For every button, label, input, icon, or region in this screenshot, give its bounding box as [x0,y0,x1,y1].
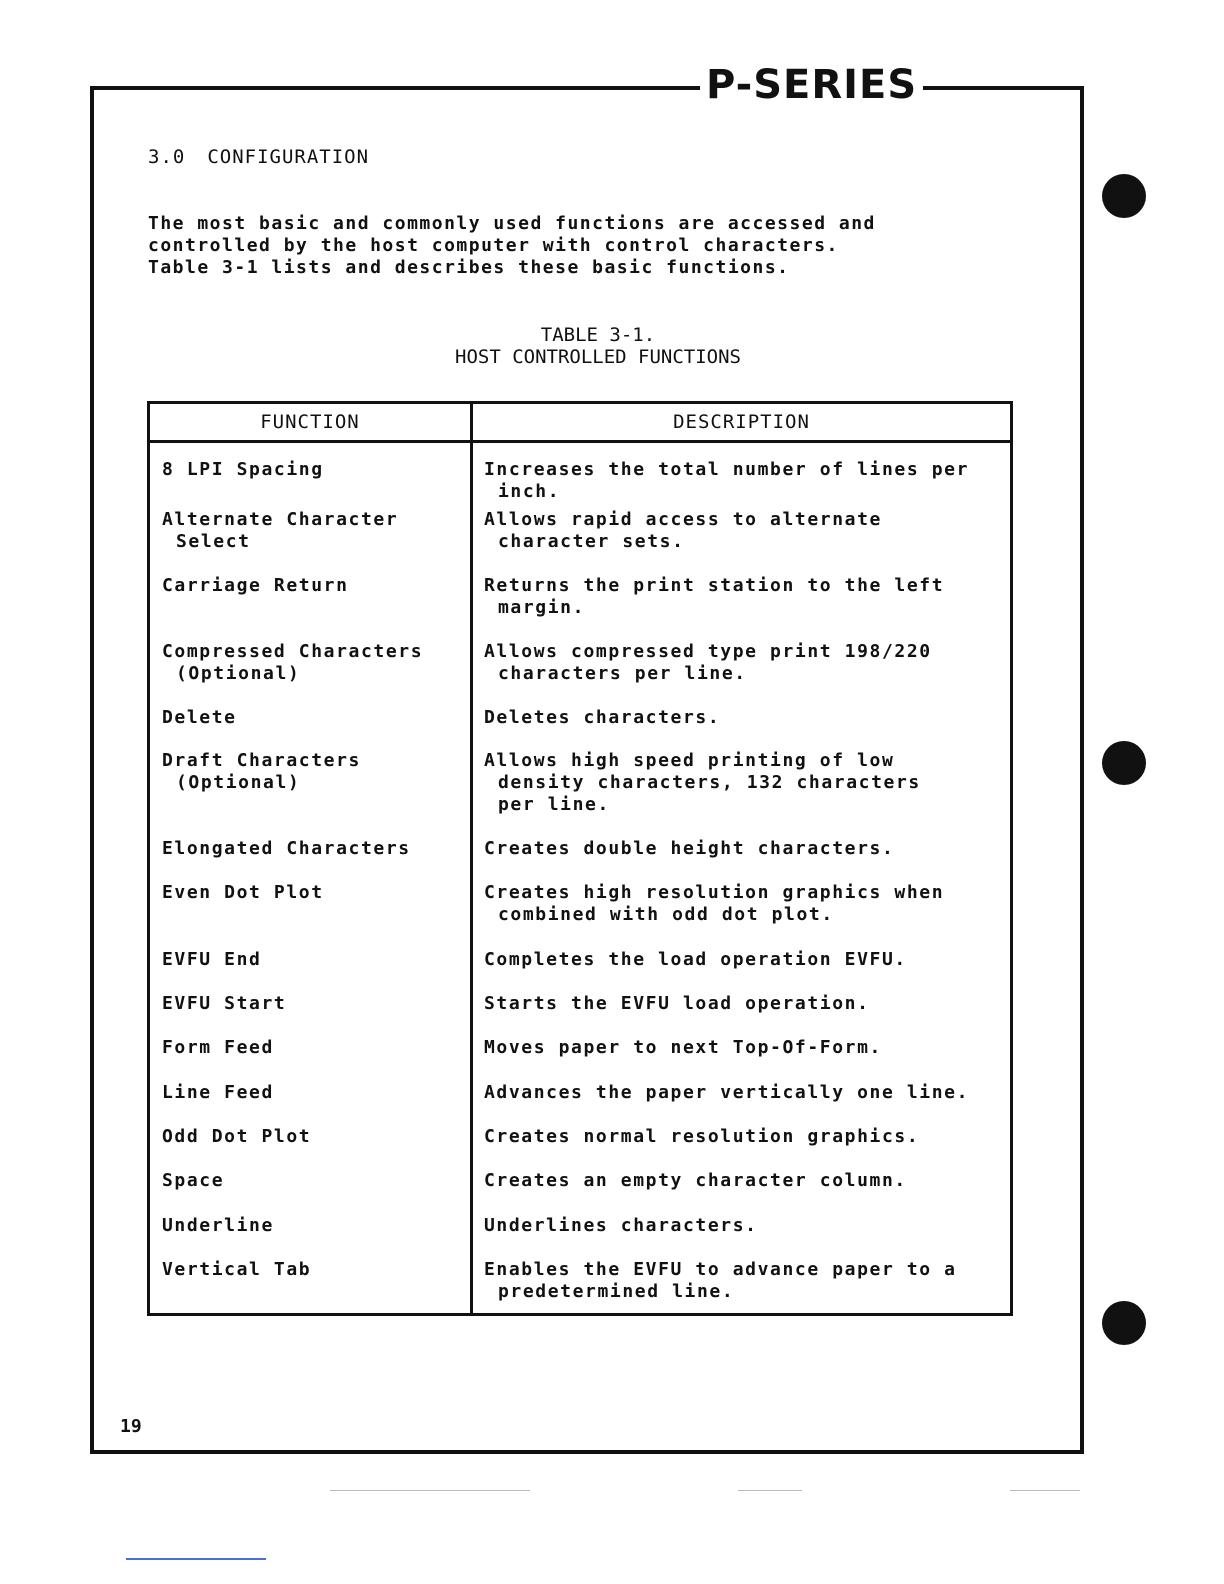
description-cell [472,882,1012,949]
function-cell [149,1170,472,1215]
scan-artifact [1010,1490,1080,1491]
description-text: Moves paper to next Top-Of-Form. [484,1036,882,1058]
table-row [149,575,1012,641]
binder-hole [1102,1301,1146,1345]
function-cell [149,1215,472,1259]
function-text: Select [176,530,251,552]
description-text: Allows compressed type print 198/220 [484,640,932,662]
description-text: characters per line. [498,662,747,684]
description-text: predetermined line. [498,1280,735,1302]
function-cell [149,707,472,750]
description-cell [472,575,1012,641]
description-cell [472,1126,1012,1170]
function-text: Odd Dot Plot [162,1125,312,1147]
function-cell [149,1082,472,1126]
function-text: Elongated Characters [162,837,411,859]
function-text: Compressed Characters [162,640,424,662]
description-text: Underlines characters. [484,1214,758,1236]
function-text: 8 LPI Spacing [162,459,324,480]
section-number: 3.0 [148,146,186,168]
description-cell [472,750,1012,838]
binder-hole [1102,741,1146,785]
description-cell [472,1037,1012,1082]
description-text: Allows rapid access to alternate [484,508,882,530]
table-caption [148,324,1048,368]
table-row [149,838,1012,882]
description-text: combined with odd dot plot. [498,903,834,925]
description-text: per line. [498,793,610,815]
function-text: Form Feed [162,1036,274,1058]
function-text: Line Feed [162,1081,274,1103]
function-text: Vertical Tab [162,1258,312,1280]
description-text: Increases the total number of lines per [484,459,970,480]
table-row [149,509,1012,575]
description-cell [472,1082,1012,1126]
description-cell [472,442,1012,509]
function-text: EVFU Start [162,992,287,1014]
table-row [149,1170,1012,1215]
function-text: Alternate Character [162,508,399,530]
description-text: Enables the EVFU to advance paper to a [484,1258,957,1280]
section-heading [148,146,369,168]
description-cell [472,993,1012,1037]
description-text: Allows high speed printing of low [484,749,895,771]
description-text: Creates normal resolution graphics. [484,1125,920,1147]
function-cell [149,1037,472,1082]
function-cell [149,882,472,949]
intro-paragraph [148,213,1028,279]
table-row [149,1082,1012,1126]
intro-line: The most basic and commonly used functions are accessed and [148,213,876,234]
brand-title: P-SERIES [700,60,923,110]
table-row [149,993,1012,1037]
function-cell [149,641,472,707]
table-row [149,750,1012,838]
function-text: Space [162,1169,225,1191]
description-text: Completes the load operation EVFU. [484,948,907,970]
binder-hole [1102,174,1146,218]
scan-artifact [330,1490,530,1491]
table-number: TABLE 3-1. [540,324,656,346]
description-text: density characters, 132 characters [498,771,921,793]
table-body [149,442,1012,1315]
table-row [149,1126,1012,1170]
table-row [149,641,1012,707]
function-cell [149,1259,472,1315]
function-cell [149,442,472,509]
description-text: Creates double height characters. [484,837,895,859]
description-text: Deletes characters. [484,706,721,728]
scan-artifact [738,1490,802,1491]
column-header-function: FUNCTION [149,403,472,442]
section-title: CONFIGURATION [207,146,370,168]
table-row [149,882,1012,949]
description-text: character sets. [498,530,685,552]
function-text: Draft Characters [162,749,361,771]
scan-artifact [126,1558,266,1560]
function-cell [149,838,472,882]
functions-table [147,401,1013,1316]
function-text: Carriage Return [162,574,349,596]
description-text: Returns the print station to the left [484,574,945,596]
function-text: (Optional) [176,771,301,793]
description-cell [472,838,1012,882]
description-cell [472,509,1012,575]
description-text: Creates an empty character column. [484,1169,907,1191]
table-row [149,1215,1012,1259]
function-cell [149,575,472,641]
description-cell [472,1170,1012,1215]
description-text: inch. [498,481,561,502]
function-cell [149,993,472,1037]
function-text: Underline [162,1214,274,1236]
function-text: EVFU End [162,948,262,970]
column-header-description: DESCRIPTION [472,403,1012,442]
intro-line: Table 3-1 lists and describes these basic functions. [148,257,790,278]
description-cell [472,1259,1012,1315]
function-cell [149,1126,472,1170]
description-cell [472,1215,1012,1259]
function-text: Delete [162,706,237,728]
function-cell [149,509,472,575]
table-row [149,1259,1012,1315]
table-row [149,949,1012,993]
table-row [149,442,1012,509]
description-text: Starts the EVFU load operation. [484,992,870,1014]
table-header-row [149,403,1012,442]
function-cell [149,750,472,838]
function-text: Even Dot Plot [162,881,324,903]
description-text: Creates high resolution graphics when [484,881,945,903]
description-text: margin. [498,596,586,618]
table-row [149,1037,1012,1082]
table-title: HOST CONTROLLED FUNCTIONS [455,346,741,368]
page-number: 19 [120,1416,142,1437]
description-cell [472,949,1012,993]
function-text: (Optional) [176,662,301,684]
description-cell [472,641,1012,707]
intro-line: controlled by the host computer with control characters. [148,235,839,256]
function-cell [149,949,472,993]
description-cell [472,707,1012,750]
description-text: Advances the paper vertically one line. [484,1081,970,1103]
table-row [149,707,1012,750]
